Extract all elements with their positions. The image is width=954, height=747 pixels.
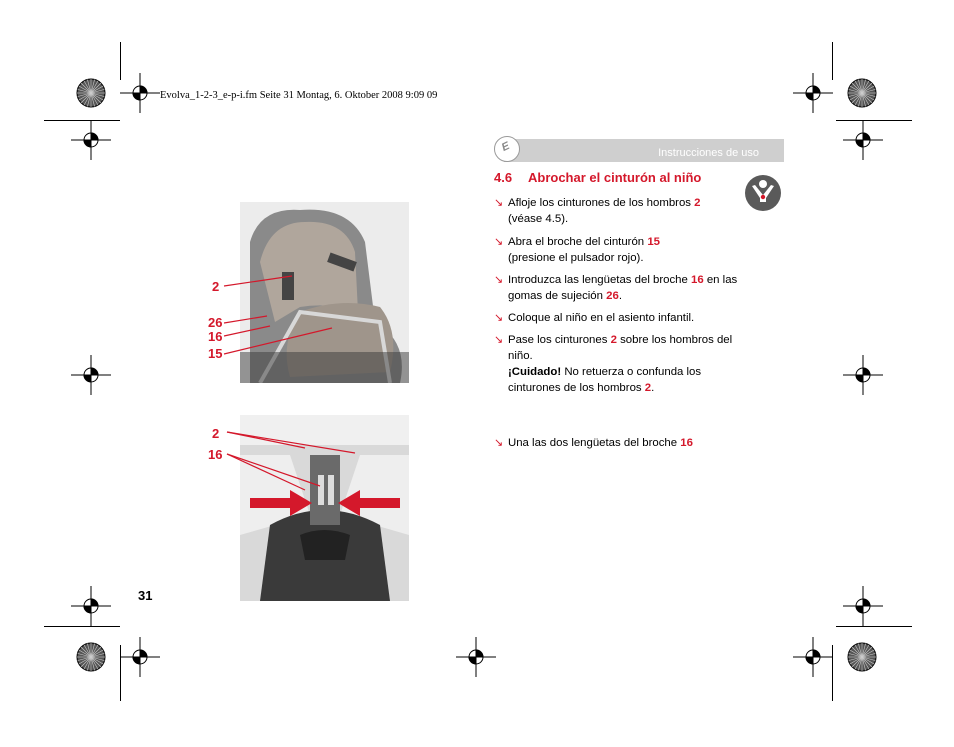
tab-title: Instrucciones de uso	[658, 147, 759, 159]
section-tab	[494, 136, 784, 162]
callout-label: 2	[212, 279, 220, 294]
part-number-ref: 26	[606, 290, 619, 302]
warning-note-line: cinturones de los hombros 2.	[508, 382, 655, 394]
instruction-step	[494, 332, 784, 396]
instruction-step	[494, 435, 784, 451]
warning-note: ¡Cuidado! No retuerza o confunda los cinturones de los hombros 2.	[494, 364, 784, 396]
instruction-step	[494, 195, 784, 227]
step-text: Introduzca las lengüetas del broche	[508, 274, 692, 286]
step-text: .	[618, 290, 622, 302]
language-badge	[494, 136, 520, 162]
callout-label: 15	[208, 346, 223, 361]
step-text: Abra el broche del cinturón	[508, 236, 648, 248]
step-arrow-icon: ↘	[494, 437, 504, 449]
callout-label: 2	[212, 426, 220, 441]
step-text: gomas de sujeción	[508, 290, 607, 302]
step-text: en las	[703, 274, 738, 286]
section-title: Abrochar el cinturón al niño	[528, 170, 702, 185]
step-arrow-icon: ↘	[494, 197, 504, 209]
part-number-ref: 16	[680, 437, 693, 449]
section-heading	[494, 170, 701, 185]
callout-lines	[225, 428, 365, 498]
step-continuation: (presione el pulsador rojo).	[508, 252, 644, 264]
step-text: Una las dos lengüetas del broche	[508, 437, 681, 449]
step-arrow-icon: ↘	[494, 312, 504, 324]
part-number-ref: 2	[694, 197, 701, 209]
step-text: Afloje los cinturones de los hombros	[508, 197, 695, 209]
step-arrow-icon: ↘	[494, 274, 504, 286]
instruction-step	[494, 310, 784, 326]
section-number: 4.6	[494, 170, 513, 185]
part-number-ref: 2	[610, 334, 617, 346]
step-text: Coloque al niño en el asiento infantil.	[508, 312, 695, 324]
warning-label: ¡Cuidado!	[508, 366, 562, 378]
step-text: Pase los cinturones	[508, 334, 611, 346]
print-file-header: Evolva_1-2-3_e-p-i.fm Seite 31 Montag, 6. Oktober 2008 9:09 09	[160, 90, 438, 101]
part-number-ref: 15	[647, 236, 660, 248]
part-number-ref: 2	[644, 382, 652, 394]
step-continuation	[494, 288, 784, 304]
tab-bar	[504, 139, 784, 162]
instruction-step	[494, 234, 784, 266]
step-continuation: (véase 4.5).	[508, 213, 569, 225]
step-arrow-icon: ↘	[494, 334, 504, 346]
callout-label: 26	[208, 315, 223, 330]
part-number-ref: 16	[691, 274, 704, 286]
page-number: 31	[138, 588, 153, 603]
callout-label: 16	[208, 447, 223, 462]
language-badge-letter: E	[499, 140, 512, 154]
callout-label: 16	[208, 329, 223, 344]
step-arrow-icon: ↘	[494, 236, 504, 248]
step-text: sobre los hombros del	[616, 334, 733, 346]
instruction-step	[494, 272, 784, 304]
callout-lines	[222, 270, 342, 360]
step-continuation: niño.	[508, 350, 533, 362]
